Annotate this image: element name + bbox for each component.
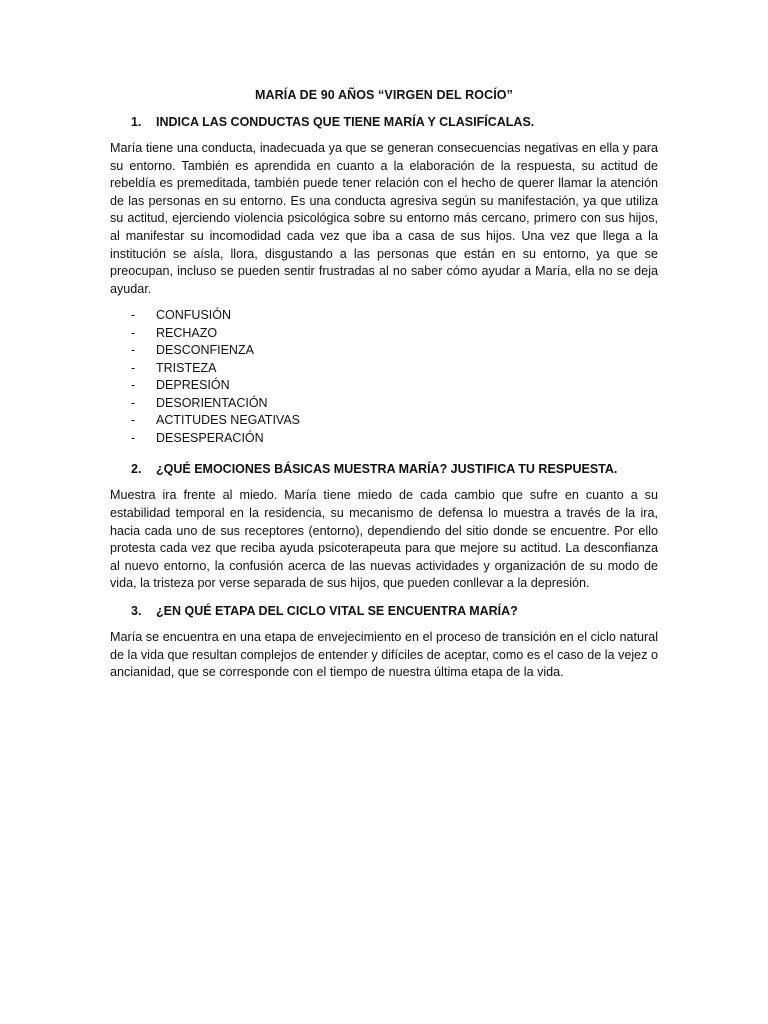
list-item: [110, 395, 658, 413]
list-item: [110, 325, 658, 343]
list-item-text: RECHAZO: [156, 325, 218, 340]
section-3-number: 3.: [131, 603, 142, 618]
section-2-heading: [110, 460, 658, 478]
list-item: [110, 307, 658, 325]
document-page: [110, 86, 658, 691]
list-item-text: TRISTEZA: [156, 360, 217, 375]
section-2-number: 2.: [131, 462, 142, 477]
section-3-heading: [110, 602, 658, 620]
list-bullet: -: [131, 378, 136, 393]
list-item-text: DESORIENTACIÓN: [156, 395, 268, 410]
list-item: [110, 430, 658, 448]
section-3-paragraph: María se encuentra en una etapa de envejecimiento en el proceso de transición en el ciclo natural de la vida que resultan complejos de entender y difíciles de aceptar, como es el caso de la vejez o ancianidad, que se corresponde con el tiempo de nuestra última etapa de la vida.: [110, 629, 658, 680]
list-item-text: DEPRESIÓN: [156, 378, 230, 393]
list-bullet: -: [131, 360, 136, 375]
conduct-list: [110, 307, 658, 447]
section-1-heading: [110, 113, 658, 131]
list-item: [110, 412, 658, 430]
section-2-paragraph: Muestra ira frente al miedo. María tiene miedo de cada cambio que sufre en cuanto a su estabilidad temporal en la residencia, su mecanismo de defensa lo muestra a través de la ira, hacia cada uno de sus receptores (entorno), dependiendo del sitio donde se encuentre. Por ello protesta cada vez que reciba ayuda psicoterapeuta para que mejore su actitud. La desconfianza al nuevo entorno, la confusión acerca de las nuevas actividades y organización de su modo de vida, la tristeza por verse separada de sus hijos, que pueden conllevar a la depresión.: [110, 488, 658, 591]
list-bullet: -: [131, 413, 136, 428]
list-bullet: -: [131, 325, 136, 340]
list-item-text: DESCONFIENZA: [156, 343, 254, 358]
section-2-heading-text: ¿QUÉ EMOCIONES BÁSICAS MUESTRA MARÍA? JUSTIFICA TU RESPUESTA.: [156, 462, 618, 477]
section-1-number: 1.: [131, 115, 142, 129]
list-item: [110, 360, 658, 378]
list-bullet: -: [131, 395, 136, 410]
section-3-heading-text: ¿EN QUÉ ETAPA DEL CICLO VITAL SE ENCUENTRA MARÍA?: [156, 603, 518, 618]
list-item-text: ACTITUDES NEGATIVAS: [156, 413, 301, 428]
list-item: [110, 377, 658, 395]
list-bullet: -: [131, 343, 136, 358]
list-bullet: -: [131, 308, 136, 323]
section-1-heading-text: INDICA LAS CONDUCTAS QUE TIENE MARÍA Y CLASIFÍCALAS.: [156, 115, 535, 129]
list-item: [110, 342, 658, 360]
document-title: MARÍA DE 90 AÑOS “VIRGEN DEL ROCÍO”: [255, 88, 513, 102]
list-item-text: DESESPERACIÓN: [156, 430, 264, 445]
list-bullet: -: [131, 430, 136, 445]
list-item-text: CONFUSIÓN: [156, 308, 231, 323]
section-1-paragraph: María tiene una conducta, inadecuada ya que se generan consecuencias negativas en ella y para su entorno. También es aprendida en cuanto a la elaboración de la respuesta, su actitud de rebeldía es premeditada, también puede tener relación con el hecho de querer llamar la atención de las personas en su entorno. Es una conducta agresiva según su manifestación, ya que utiliza su actitud, ejerciendo violencia psicológica sobre su entorno más cercano, primero con sus hijos, al manifestar su incomodidad cada vez que iba a casa de sus hijos. Una vez que llega a la institución se aísla, llora, disgustando a las personas que están en su entorno, ya que se preocupan, incluso se pueden sentir frustradas al no saber cómo ayudar a María, ella no se deja ayudar.: [110, 141, 658, 296]
